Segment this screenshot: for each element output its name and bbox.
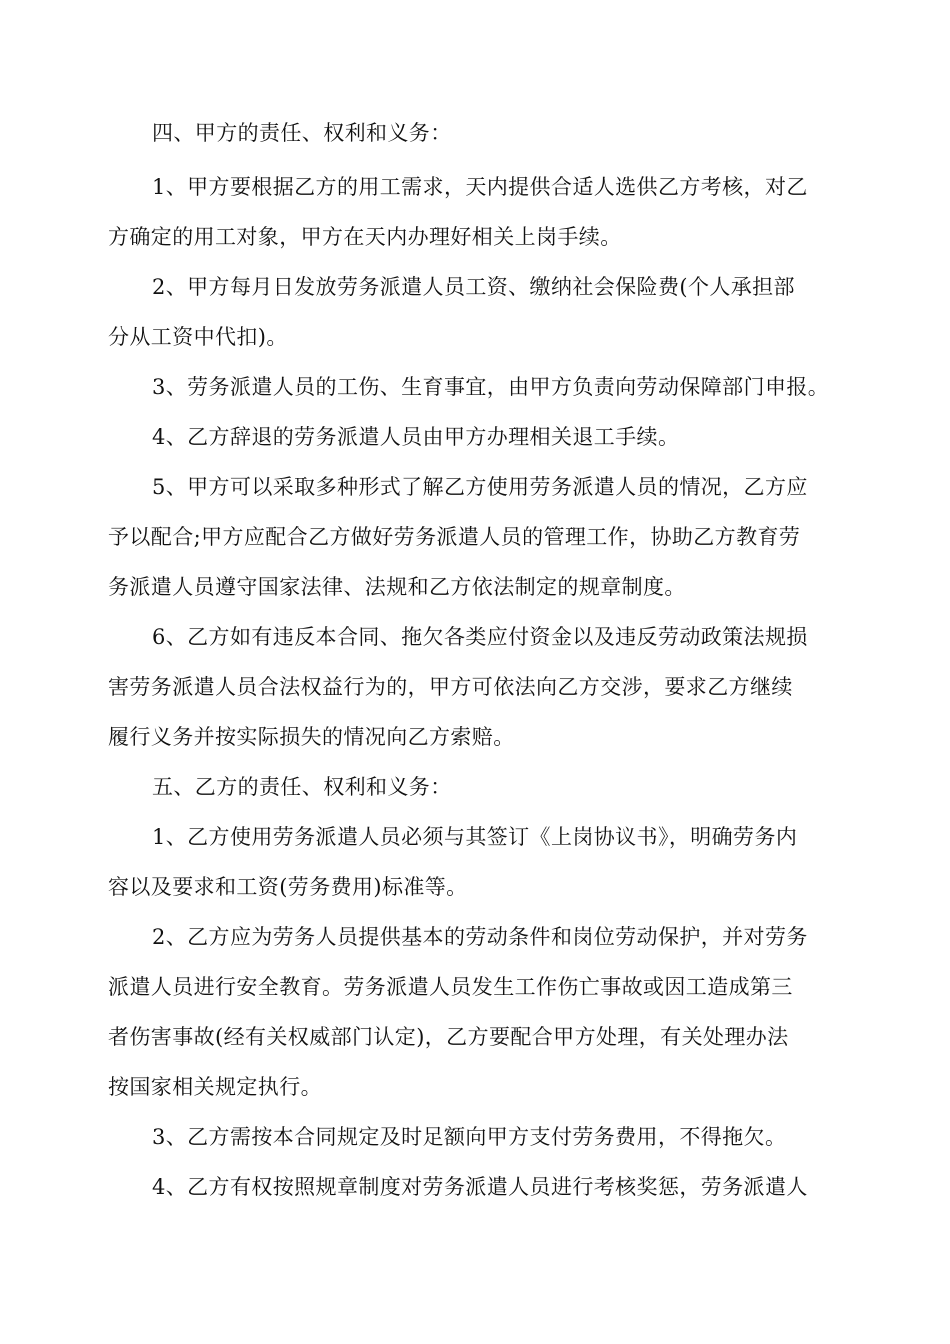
paragraph-line: 害劳务派遣人员合法权益行为的，甲方可依法向乙方交涉，要求乙方继续 — [108, 675, 793, 699]
paragraph-line: 4、乙方有权按照规章制度对劳务派遣人员进行考核奖惩，劳务派遣人 — [152, 1175, 808, 1199]
section-heading-5: 五、乙方的责任、权利和义务： — [152, 775, 452, 799]
paragraph-line: 3、乙方需按本合同规定及时足额向甲方支付劳务费用，不得拖欠。 — [152, 1125, 787, 1149]
paragraph-line: 6、乙方如有违反本合同、拖欠各类应付资金以及违反劳动政策法规损 — [152, 625, 808, 649]
paragraph-line: 者伤害事故(经有关权威部门认定)，乙方要配合甲方处理，有关处理办法 — [108, 1025, 789, 1049]
paragraph-line: 务派遣人员遵守国家法律、法规和乙方依法制定的规章制度。 — [108, 575, 686, 599]
paragraph-line: 履行义务并按实际损失的情况向乙方索赔。 — [108, 725, 515, 749]
paragraph-line: 5、甲方可以采取多种形式了解乙方使用劳务派遣人员的情况，乙方应 — [152, 475, 808, 499]
paragraph-line: 分从工资中代扣)。 — [108, 325, 288, 349]
paragraph-line: 派遣人员进行安全教育。劳务派遣人员发生工作伤亡事故或因工造成第三 — [108, 975, 793, 999]
paragraph-line: 1、甲方要根据乙方的用工需求，天内提供合适人选供乙方考核，对乙 — [152, 175, 808, 199]
paragraph-line: 按国家相关规定执行。 — [108, 1075, 322, 1099]
paragraph-line: 4、乙方辞退的劳务派遣人员由甲方办理相关退工手续。 — [152, 425, 680, 449]
paragraph-line: 1、乙方使用劳务派遣人员必须与其签订《上岗协议书》，明确劳务内 — [152, 825, 798, 849]
paragraph-line: 予以配合;甲方应配合乙方做好劳务派遣人员的管理工作，协助乙方教育劳 — [108, 525, 801, 549]
paragraph-line: 容以及要求和工资(劳务费用)标准等。 — [108, 875, 468, 899]
paragraph-line: 3、劳务派遣人员的工伤、生育事宜，由甲方负责向劳动保障部门申报。 — [152, 375, 830, 399]
paragraph-line: 方确定的用工对象，甲方在天内办理好相关上岗手续。 — [108, 225, 622, 249]
section-heading-4: 四、甲方的责任、权利和义务： — [152, 121, 452, 145]
paragraph-line: 2、乙方应为劳务人员提供基本的劳动条件和岗位劳动保护，并对劳务 — [152, 925, 808, 949]
paragraph-line: 2、甲方每月日发放劳务派遣人员工资、缴纳社会保险费(个人承担部 — [152, 275, 795, 299]
